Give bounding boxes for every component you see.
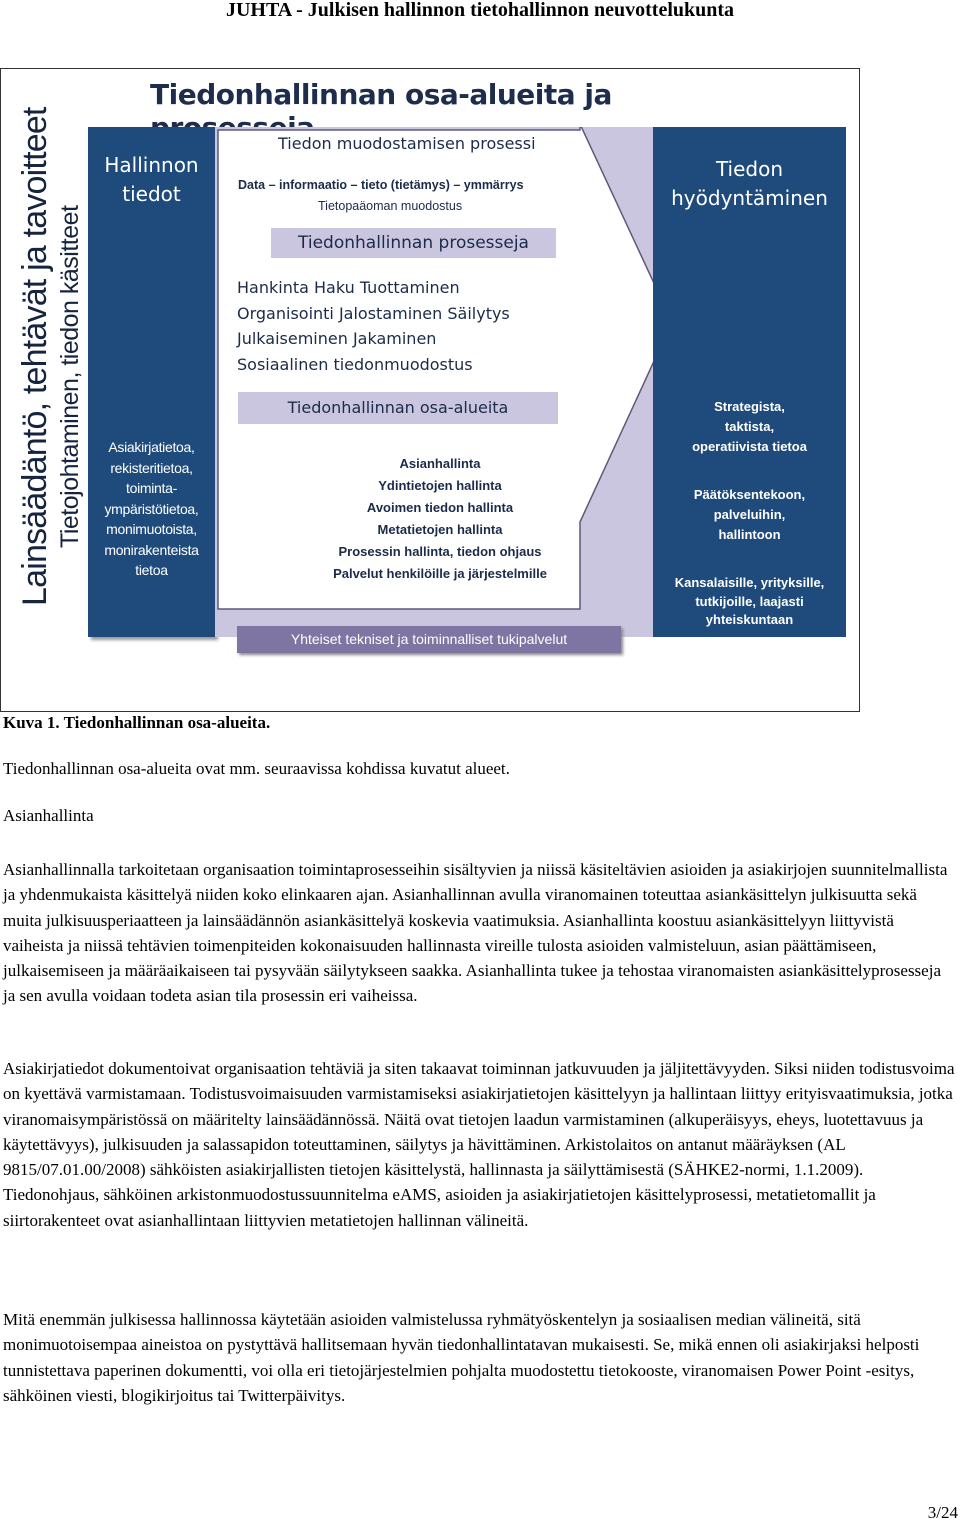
left-box-line: tietoa (135, 562, 168, 578)
areas-list (240, 453, 640, 585)
figure-title: Tiedonhallinnan osa-alueita ja (150, 78, 612, 111)
right-box-line: operatiivista tietoa (692, 439, 807, 454)
left-box-administrative-data (88, 127, 215, 637)
vertical-label-main: Lainsäädäntö, tehtävät ja tavoitteet (16, 107, 54, 606)
right-box-title-line: Tiedon (715, 157, 784, 181)
area-line: Palvelut henkilöille ja järjestelmille (333, 566, 547, 581)
right-box-line: taktista, (724, 419, 775, 434)
process-line: Sosiaalinen tiedonmuodostus (237, 354, 473, 374)
left-box-line: monimuotoista, (106, 521, 197, 537)
left-box-title-line: tiedot (122, 182, 181, 206)
area-line: Metatietojen hallinta (377, 522, 503, 537)
arrow-line-capital: Tietopaäoman muodostus (318, 199, 463, 213)
process-line: Julkaiseminen Jakaminen (237, 329, 437, 348)
right-box-title-line: hyödyntäminen (671, 186, 828, 210)
right-box-title (653, 155, 846, 213)
paragraph: Asiakirjatiedot dokumentoivat organisaation tehtäviä ja siten takaavat toiminnan jatkuvuuden ja jäljitettävyyden. Siksi niiden todistusvoima on kyettävä varmistamaan. Todistusvoimaisuuden varmistamiseksi asiakirjatietojen käsittelyyn ja hallintaan liittyy erityisvaatimuksia, jotka viranomaisympäristössä on määritelty lainsäädännössä. Näitä ovat tietojen laadun varmistaminen (alkuperäisyys, eheys, luotettavuus ja käytettävyys), julkisuuden ja salassapidon toteuttaminen, säilytys ja hävittäminen. Arkistolaitos on antanut määräyksen (AL 9815/07.01.00/2008) sähköisten asiakirjallisten tietojen käsittelystä, hallinnasta ja säilyttämisestä (SÄHKE2-normi, 1.1.2009). Tiedonohjaus, sähköinen arkistonmuodostussuunnitelma eAMS, asioiden ja asiakirjatietojen käsittelyprosessi, metatietomallit ja siirtorakenteet ovat asianhallintaan liittyvien metatietojen hallinnan välineitä. (3, 1059, 955, 1230)
area-line: Ydintietojen hallinta (378, 478, 502, 493)
figure-caption: Kuva 1. Tiedonhallinnan osa-alueita. (3, 713, 271, 732)
section-title: Asianhallinta (3, 806, 94, 825)
arrow-line-data-chain: Data – informaatio – tieto (tietämys) – ymmärrys (238, 178, 524, 192)
arrow-title: Tiedon muodostamisen prosessi (278, 134, 536, 153)
left-box-line: rekisteritietoa, (110, 459, 193, 476)
left-box-line: monirakenteista (104, 541, 199, 558)
left-box-title (88, 151, 215, 209)
right-box-line: Päätöksentekoon, (693, 487, 806, 502)
vertical-label-sub: Tietojohtaminen, tiedon käsitteet (56, 205, 84, 548)
left-box-title-line: Hallinnon (104, 153, 199, 177)
left-box-line: Asiakirjatietoa, (108, 439, 195, 455)
right-box-line: hallintoon (718, 527, 781, 542)
right-box-group-1 (653, 397, 846, 457)
process-line: Organisointi Jalostaminen Säilytys (237, 303, 510, 323)
right-box-utilization (653, 127, 846, 637)
right-box-line: tutkijoille, laajasti (695, 593, 804, 609)
right-box-line: Strategista, (714, 399, 785, 414)
right-box-group-3 (653, 574, 846, 630)
processes-heading: Tiedonhallinnan prosesseja (271, 228, 556, 258)
area-line: Asianhallinta (399, 456, 481, 471)
support-services-bar: Yhteiset tekniset ja toiminnalliset tukipalvelut (237, 626, 621, 653)
page-number: 3/24 (927, 1503, 958, 1522)
area-line: Avoimen tiedon hallinta (366, 500, 514, 515)
processes-list (237, 275, 510, 377)
page-header: JUHTA - Julkisen hallinnon tietohallinnon neuvottelukunta (225, 0, 735, 21)
left-box-line: toiminta- (126, 480, 177, 496)
right-box-group-2 (653, 485, 846, 545)
right-box-line: Kansalaisille, yrityksille, (674, 575, 825, 590)
areas-heading: Tiedonhallinnan osa-alueita (238, 392, 558, 424)
intro-text: Tiedonhallinnan osa-alueita ovat mm. seuraavissa kohdissa kuvatut alueet. (3, 759, 510, 778)
area-line: Prosessin hallinta, tiedon ohjaus (338, 544, 542, 559)
paragraph: Mitä enemmän julkisessa hallinnossa käytetään asioiden valmistelussa ryhmätyöskentelyn ja sosiaalisen median välineitä, sitä monimuotoisempaa aineistoa on pystyttävä hallitsemaan hyvän tiedonhallintatavan mukaisesti. Se, mikä ennen oli asiakirjaksi helposti tunnistettava paperinen dokumentti, voi olla eri tietojärjestelmien pohjalta muodostettu tietokooste, viranomaisen Power Point -esitys, sähköinen viesti, blogikirjoitus tai Twitterpäivitys. (3, 1310, 920, 1405)
right-box-line: yhteiskuntaan (705, 612, 794, 627)
left-box-text (90, 437, 213, 581)
left-box-line: ympäristötietoa, (104, 500, 199, 517)
paragraph: Asianhallinnalla tarkoitetaan organisaation toimintaprosesseihin sisältyvien ja niissä käsiteltävien asioiden ja asiakirjojen suunnitelmallista ja yhdenmukaista käsittelyä niiden koko elinkaaren ajan. Asianhallinnan avulla viranomainen toteuttaa asiankäsittelyn julkisuutta sekä muita julkisuusperiaatteen ja lainsäädännön asiankäsittelyä koskevia vaatimuksia. Asianhallinta koostuu asiankäsittelyyn liittyvistä vaiheista ja niissä tehtävien toimenpiteiden kokonaisuuden hallinnasta vireille tulosta asioiden valmisteluun, asian päättämiseen, julkaisemiseen ja määräaikaiseen tai pysyvään säilytykseen saakka. Asianhallinta tukee ja tehostaa viranomaisten asiankäsittelyprosesseja ja sen avulla voidaan todeta asian tila prosessin eri vaiheissa. (3, 860, 948, 1006)
right-box-line: palveluihin, (713, 507, 786, 522)
process-line: Hankinta Haku Tuottaminen (237, 278, 460, 297)
